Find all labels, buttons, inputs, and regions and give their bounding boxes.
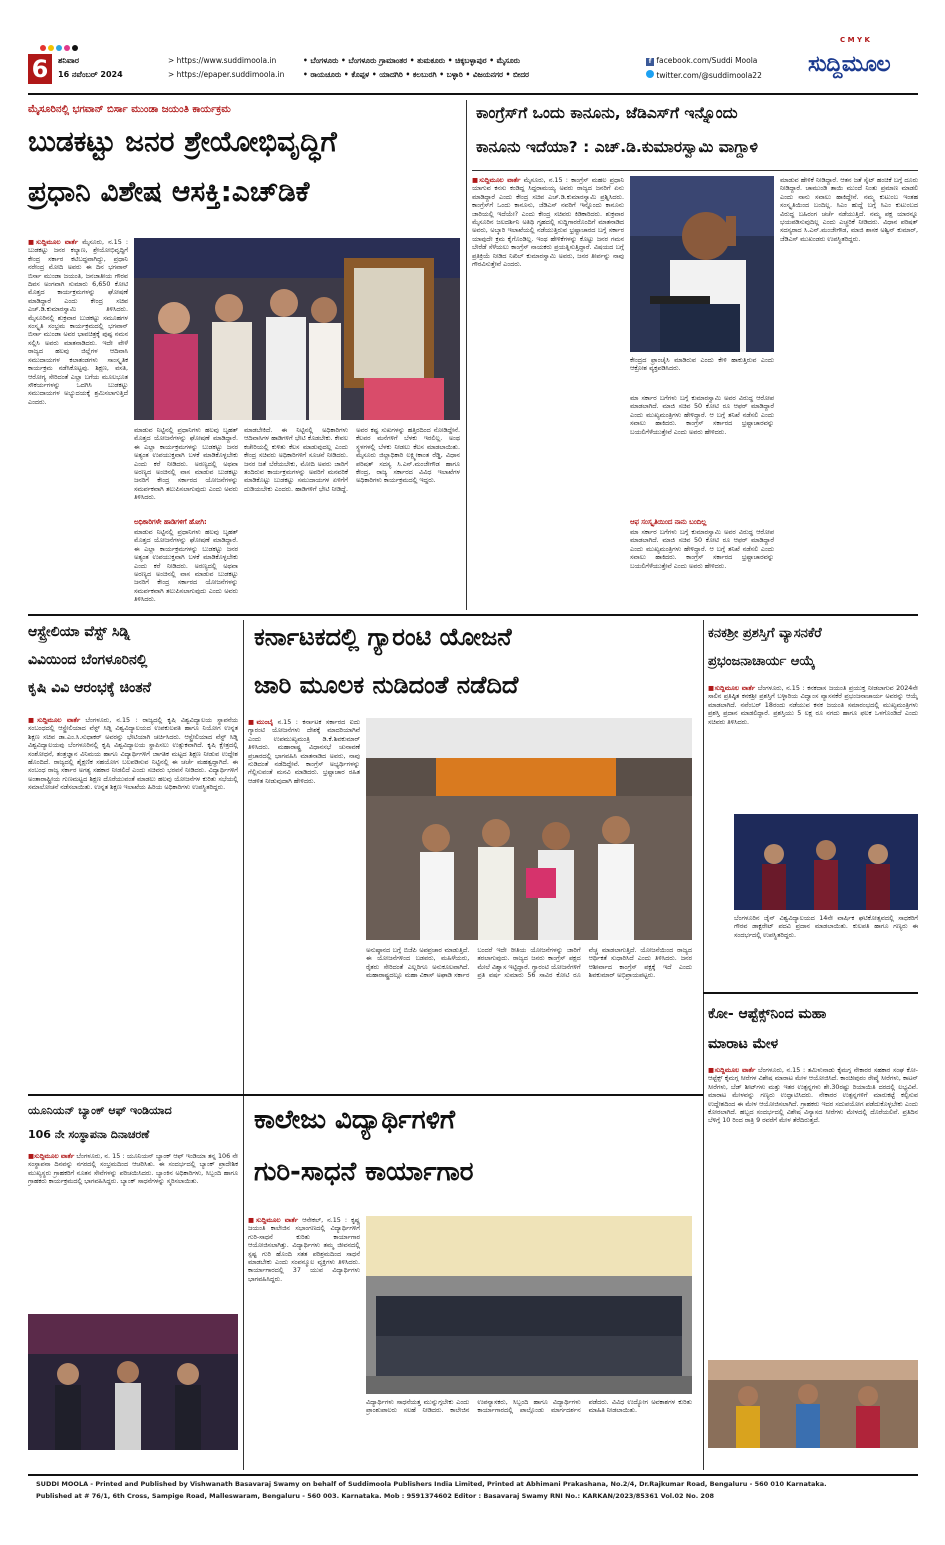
story-headline: ಪ್ರಭಂಜನಾಚಾರ್ಯ ಆಯ್ಕೆ [708, 654, 816, 669]
photo-image [708, 1360, 918, 1448]
photo-sale-inauguration [708, 1360, 918, 1448]
photo-caption: ಬೆಂಗಳೂರಿನ ಜೈನ್ ವಿಶ್ವವಿದ್ಯಾಲಯದ 14ನೇ ವಾರ್ಷಿಕ ಘಟಿಕೋತ್ಸವದಲ್ಲಿ ಸಾಧಕರಿಗೆ ಗೌರವ ಡಾಕ್ಟರೇಟ್ ಪದವಿ ಪ್ರದಾನ ಮಾಡಲಾಯಿತು. ಕುಲಪತಿ ಹಾಗೂ ಗಣ್ಯರು ಈ ಸಂದರ್ಭದಲ್ಲಿ ಉಪಸ್ಥಿತರಿದ್ದರು. [734, 914, 918, 939]
facebook-icon: f [646, 58, 654, 66]
photo-image [366, 1216, 692, 1394]
story-body: ಮಾ ಸರ್ಕಾರ ಬಗೆಗಳು ಬಗ್ಗೆ ಕುಮಾರಸ್ವಾಮಿ ಅವರ ವಿರುದ್ಧ ಆರೋಪ ಮಾಡಲಾಗಿದೆ. ಮಾಜಿ ಸಚಿವ 50 ಕೋಟಿ ರೂ ಆಫರ್ ಮಾಡಿದ್ದಾರೆ ಎಂದು ಮುಖ್ಯಮಂತ್ರಿಗಳು ಹೇಳಿದ್ದಾರೆ. ಆ ಬಗ್ಗೆ ತನಿಖೆ ನಡೆಸಲಿ ಎಂದು ಸವಾಲು ಹಾಕಿದರು. ಕಾಂಗ್ರೆಸ್ ಸರ್ಕಾರದ ಭ್ರಷ್ಟಾಚಾರವನ್ನು ಬಯಲಿಗೆಳೆಯುತ್ತೇವೆ ಎಂದು ಅವರು ಹೇಳಿದರು. [630, 528, 774, 570]
story-guarantee [248, 620, 698, 1090]
story-body: ಮಾಡುವ ನಿಟ್ಟಿನಲ್ಲಿ ಪ್ರಧಾನಿಗಳು ಹಲವು ಬೃಹತ್ ಮೊತ್ತದ ಯೋಜನೆಗಳನ್ನು ಘೋಷಣೆ ಮಾಡಿದ್ದಾರೆ. ಈ ಎಲ್ಲಾ ಕಾರ್ಯಕ್ರಮಗಳನ್ನು ಬುಡಕಟ್ಟು ಜನರ ಅತ್ಯಂತ ಉಪಯುಕ್ತವಾಗಿ ಬಳಕೆ ಮಾಡಿಕೊಳ್ಳಬೇಕು ಎಂದು ಕರೆ ನೀಡಿದರು. ಅರಣ್ಯದಲ್ಲಿ ಅಥವಾ ಅರಣ್ಯದ ಅಂಚಿನಲ್ಲಿ ವಾಸ ಮಾಡುವ ಬುಡಕಟ್ಟು ಜನರಿಗೆ ಕೇಂದ್ರ ಸರ್ಕಾರದ ಯೋಜನೆಗಳನ್ನು ಸಮರ್ಪಕವಾಗಿ ತಲುಪಿಸಲಾಗುವುದು ಎಂದು ಅವರು ತಿಳಿಸಿದರು. [134, 528, 238, 604]
cities-row-1: • ಬೆಂಗಳೂರು • ಬೆಂಗಳೂರು ಗ್ರಾಮಾಂತರ • ತುಮಕೂರು • ಚಿಕ್ಕಬಳ್ಳಾಪುರ • ಮೈಸೂರು [303, 56, 520, 65]
twitter-label: twitter.com/@suddimoola22 [656, 71, 762, 80]
story-headline: ಗುರಿ-ಸಾಧನೆ ಕಾರ್ಯಾಗಾರ [254, 1157, 474, 1187]
story-body: ಮಾಡಬೇಕಿದೆ. ಈ ನಿಟ್ಟಿನಲ್ಲಿ ಅಧಿಕಾರಿಗಳು ಆದಿವಾಸಿಗಳ ಹಾಡಿಗಳಿಗೆ ಭೇಟಿ ಕೊಡಬೇಕು. ಕೇವಲ ಕಚೇರಿಯಲ್ಲಿ ಕುಳಿತು ಕೆಲಸ ಮಾಡುವುದಲ್ಲ ಎಂದು ಕೇಂದ್ರ ಸಚಿವರು ಅಧಿಕಾರಿಗಳಿಗೆ ಸೂಚನೆ ನೀಡಿದರು. ಜನರ ಜತೆ ಬೆರೆಯಬೇಕು, ಮೋದಿ ಅವರು ಜಾರಿಗೆ ತಂದಿರುವ ಕಾರ್ಯಕ್ರಮಗಳನ್ನು ಅವರಿಗೆ ಮನವರಿಕೆ ಮಾಡಿಕೊಟ್ಟು ಬುಡಕಟ್ಟು ಸಮುದಾಯಗಳ ಏಳಿಗೆಗೆ ದುಡಿಯಬೇಕು ಎಂದರು. ಹಾಡಿಗಳಿಗೆ ಭೇಟಿ ನೀಡಿದ್ದೆ. ಅವರ ಕಷ್ಟ ಸುಖಗಳನ್ನು ಹತ್ತಿರದಿಂದ ನೋಡಿದ್ದೇನೆ. ಕೆಲವರ ಮನೆಗಳಿಗೆ ಬೆಳಕು ಇರಲಿಲ್ಲ. ಅಂಥ ಸ್ಥಳಗಳಲ್ಲಿ ಬೆಳಕು ನೀಡಲು ಕೆಲಸ ಮಾಡಲಾಯಿತು. ಮೈಸೂರು ಜಿಲ್ಲಾಧಿಕಾರಿ ಲಕ್ಷ್ಮೀಕಾಂತ ರೆಡ್ಡಿ, ವಿಧಾನ ಪರಿಷತ್ ಸದಸ್ಯ ಸಿ.ಎನ್.ಮಂಜೇಗೌಡ ಹಾಗೂ ಕೇಂದ್ರ, ರಾಜ್ಯ ಸರ್ಕಾರದ ವಿವಿಧ ಇಲಾಖೆಗಳ ಅಧಿಕಾರಿಗಳು ಕಾರ್ಯಕ್ರಮದಲ್ಲಿ ಇದ್ದರು. [244, 426, 460, 493]
story-hdk-law [472, 100, 918, 610]
story-body: ಮಾಡುವ ನಿಟ್ಟಿನಲ್ಲಿ ಪ್ರಧಾನಿಗಳು ಹಲವು ಬೃಹತ್ ಮೊತ್ತದ ಯೋಜನೆಗಳನ್ನು ಘೋಷಣೆ ಮಾಡಿದ್ದಾರೆ. ಈ ಎಲ್ಲಾ ಕಾರ್ಯಕ್ರಮಗಳನ್ನು ಬುಡಕಟ್ಟು ಜನರ ಅತ್ಯಂತ ಉಪಯುಕ್ತವಾಗಿ ಬಳಕೆ ಮಾಡಿಕೊಳ್ಳಬೇಕು ಎಂದು ಕರೆ ನೀಡಿದರು. ಅರಣ್ಯದಲ್ಲಿ ಅಥವಾ ಅರಣ್ಯದ ಅಂಚಿನಲ್ಲಿ ವಾಸ ಮಾಡುವ ಬುಡಕಟ್ಟು ಜನರಿಗೆ ಕೇಂದ್ರ ಸರ್ಕಾರದ ಯೋಜನೆಗಳನ್ನು ಸಮರ್ಪಕವಾಗಿ ತಲುಪಿಸಲಾಗುವುದು ಎಂದು ಅವರು ತಿಳಿಸಿದರು. [134, 426, 238, 502]
body-text: ಮೈಸೂರು, ನ.15 : ಕಾಂಗ್ರೆಸ್ ಮಹಲ ಪ್ರಧಾನಿ ಯಾಗುವ ಕನಸು ಕಂಡಿದ್ದ ಸಿದ್ದರಾಮಯ್ಯ ಅವರು ರಾಜ್ಯದ ಜನರಿಗೆ ಏನು ಮಾಡಿದ್ದಾರೆ ಎಂದು ಕೇಂದ್ರ ಸಚಿವ ಎಚ್.ಡಿ.ಕುಮಾರಸ್ವಾಮಿ ಪ್ರಶ್ನಿಸಿದರು. ಕಾಂಗ್ರೆಸ್‌ಗೆ ಒಂದು ಕಾನೂನು, ಜೆಡಿಎಸ್ ನವರಿಗೆ ಇನ್ನೊಂದು ಕಾನೂನು ಜಾರಿಯಲ್ಲಿ ಇದೆಯೇ? ಎಂದು ಕೇಂದ್ರ ಸಚಿವರು ಕಿಡಿಕಾರಿದರು. ಶುಕ್ರವಾರ ಮೈಸೂರಿನ ಜಲದರ್ಶಿನಿ ಅತಿಥಿ ಗೃಹದಲ್ಲಿ ಸುದ್ದಿಗಾರರೊಂದಿಗೆ ಮಾತನಾಡಿದ ಅವರು, ಅಬ್ಕಾರಿ ಇಲಾಖೆಯಲ್ಲಿ ನಡೆಯುತ್ತಿರುವ ಭ್ರಷ್ಟಾಚಾರದ ಬಗ್ಗೆ ಸರ್ಕಾರ ಯಾವುದೇ ಕ್ರಮ ಕೈಗೊಂಡಿಲ್ಲ. ಇಂಥ ಹೇಳಿಕೆಗಳನ್ನು ಕೊಟ್ಟು ಜನರ ಗಮನ ಬೇರೆಡೆ ಸೆಳೆಯಲು ಕಾಂಗ್ರೆಸ್ ನಾಯಕರು ಪ್ರಯತ್ನಿಸುತ್ತಿದ್ದಾರೆ. ವಿಷಯದ ಬಗ್ಗೆ ಪ್ರತಿಕ್ರಿಯೆ ನೀಡಿದ ನಿಖಿಲ್ ಕುಮಾರಸ್ವಾಮಿ ಅವರು, ಜನರ ತೀರ್ಪನ್ನು ನಾವು ಗೌರವಿಸುತ್ತೇವೆ ಎಂದರು. [472, 176, 624, 269]
story-body [708, 684, 918, 804]
story-headline: ಆಸ್ಟ್ರೇಲಿಯಾ ವೆಸ್ಟ್ ಸಿಡ್ನಿ [28, 624, 130, 640]
story-headline: ಮಾರಾಟ ಮೇಳ [708, 1036, 779, 1052]
photo-image [734, 814, 918, 910]
imprint-line-1: SUDDI MOOLA - Printed and Published by Vishwanath Basavaraj Swamy on behalf of Suddimoola Publishers India Limited, Printed at Abhimani Prakashana, No.2/4, Dr.Rajkumar Road, Bengaluru - 560 010 Karnataka. [36, 1480, 827, 1488]
imprint-line-2: Published at # 76/1, 6th Cross, Sampige Road, Malleswaram, Bengaluru - 560 003. Karnataka. Mob : 9591374602 Editor : Basavaraj Swamy RNI No.: KARKAN/2023/85361 Vol.02 No. 208 [36, 1492, 714, 1500]
story-headline: ಕೋ- ಆಪ್ಟೆಕ್ಸ್‌ನಿಂದ ಮಹಾ [708, 1006, 827, 1022]
twitter-link[interactable] [646, 70, 762, 80]
masthead [28, 52, 918, 92]
photo-image [134, 238, 460, 420]
byline: ■ಸುದ್ದಿಮೂಲ ವಾರ್ತೆ [28, 716, 81, 724]
story-headline: ಬುಡಕಟ್ಟು ಜನರ ಶ್ರೇಯೋಭಿವೃದ್ಧಿಗೆ [28, 125, 337, 158]
story-headline: ಕೃಷಿ ವಿವಿ ಆರಂಭಕ್ಕೆ ಚಿಂತನೆ [28, 680, 152, 696]
story-western-sydney [28, 620, 238, 1090]
body-text: ಬೆಂಗಳೂರು, ನ.15 : ತಮಿಳುನಾಡು ಕೈಮಗ್ಗ ನೇಕಾರರ ಸಹಕಾರ ಸಂಘ ಕೋ-ಆಪ್ಟೆಕ್ಸ್ ಕೈಮಗ್ಗ ಸೀರೆಗಳ ವಿಶೇಷ ಮಾರಾಟ ಮೇಳ ಆಯೋಜಿಸಿದೆ. ಕಾಂಚೀಪುರಂ ರೇಷ್ಮೆ ಸೀರೆಗಳು, ಕಾಟನ್ ಸೀರೆಗಳು, ಬೆಡ್ ಶೀಟ್‌ಗಳು ಮತ್ತು ಇತರ ಉತ್ಪನ್ನಗಳು ಶೇ.30ರಷ್ಟು ರಿಯಾಯಿತಿ ದರದಲ್ಲಿ ಲಭ್ಯವಿವೆ. ಮಾರಾಟ ಮೇಳವನ್ನು ಗಣ್ಯರು ಉದ್ಘಾಟಿಸಿದರು. ನೇಕಾರರ ಉತ್ಪನ್ನಗಳಿಗೆ ಮಾರುಕಟ್ಟೆ ಕಲ್ಪಿಸುವ ಉದ್ದೇಶದಿಂದ ಈ ಮೇಳ ಆಯೋಜಿಸಲಾಗಿದೆ. ಗ್ರಾಹಕರು ಇದರ ಸದುಪಯೋಗ ಪಡೆದುಕೊಳ್ಳಬೇಕು ಎಂದು ಕೋರಲಾಗಿದೆ. ಹಬ್ಬದ ಸಂದರ್ಭದಲ್ಲಿ ವಿಶೇಷ ವಿನ್ಯಾಸದ ಸೀರೆಗಳು ಮೇಳದಲ್ಲಿ ದೊರೆಯಲಿವೆ. ಪ್ರತಿದಿನ ಬೆಳಿಗ್ಗೆ 10 ರಿಂದ ರಾತ್ರಿ 9 ರವರೆಗೆ ಮೇಳ ತೆರೆದಿರುತ್ತದೆ. [708, 1066, 918, 1125]
photo-kumaraswamy [630, 176, 774, 352]
photo-students-group [366, 1216, 692, 1394]
body-text: ಬೆಂಗಳೂರು, ನ.15 : ಕನಕದಾಸ ಜಯಂತಿ ಪ್ರಯುಕ್ತ ನೀಡಲಾಗುವ 2024ನೇ ಸಾಲಿನ ಪ್ರತಿಷ್ಠಿತ ಕನಕಶ್ರೀ ಪ್ರಶಸ್ತಿಗೆ ಬಳ್ಳಾರಿಯ ವಿದ್ವಾಂಸ ವ್ಯಾಸನಕೆರೆ ಪ್ರಭಂಜನಾಚಾರ್ಯ ಅವರನ್ನು ಆಯ್ಕೆ ಮಾಡಲಾಗಿದೆ. ನವೆಂಬರ್ 18ರಂದು ನಡೆಯುವ ಕನಕ ಜಯಂತಿ ಸಮಾರಂಭದಲ್ಲಿ ಮುಖ್ಯಮಂತ್ರಿಗಳು ಪ್ರಶಸ್ತಿ ಪ್ರದಾನ ಮಾಡಲಿದ್ದಾರೆ. ಪ್ರಶಸ್ತಿಯು 5 ಲಕ್ಷ ರೂ ನಗದು ಹಾಗೂ ಫಲಕ ಒಳಗೊಂಡಿದೆ ಎಂದು ಸಚಿವರು ತಿಳಿಸಿದರು. [708, 684, 918, 726]
byline: ■ಸುದ್ದಿಮೂಲ ವಾರ್ತೆ [248, 1216, 299, 1224]
byline: ■ಸುದ್ದಿಮೂಲ ವಾರ್ತೆ [708, 1066, 756, 1074]
photo-image [28, 1314, 238, 1450]
story-body [472, 176, 624, 606]
story-body [248, 718, 360, 940]
story-body [28, 716, 238, 1086]
story-body [28, 1152, 238, 1310]
issue-date: 16 ನವೆಂಬರ್ 2024 [58, 70, 123, 79]
body-text: ಬೆಂಗಳೂರು, ನ. 15 : ಯೂನಿಯನ್ ಬ್ಯಾಂಕ್ ಆಫ್ ಇಂಡಿಯಾ ತನ್ನ 106 ನೇ ಸಂಸ್ಥಾಪನಾ ದಿನವನ್ನು ನಗರದಲ್ಲಿ ಸಂಭ್ರಮದಿಂದ ಆಚರಿಸಿತು. ಈ ಸಂದರ್ಭದಲ್ಲಿ ಬ್ಯಾಂಕ್ ಪ್ರಾದೇಶಿಕ ಮುಖ್ಯಸ್ಥರು ಗ್ರಾಹಕರಿಗೆ ನೂತನ ಸೇವೆಗಳನ್ನು ಪರಿಚಯಿಸಿದರು. ಬ್ಯಾಂಕಿನ ಅಧಿಕಾರಿಗಳು, ಸಿಬ್ಬಂದಿ ಹಾಗೂ ಗ್ರಾಹಕರು ಕಾರ್ಯಕ್ರಮದಲ್ಲಿ ಭಾಗವಹಿಸಿದ್ದರು. ಬ್ಯಾಂಕ್ ಸಾಧನೆಗಳನ್ನು ಸ್ಮರಿಸಲಾಯಿತು. [28, 1152, 238, 1186]
cmyk-mark: C M Y K [840, 36, 870, 44]
byline: ■ಸುದ್ದಿಮೂಲ ವಾರ್ತೆ [28, 1152, 75, 1160]
photo-convocation [734, 814, 918, 910]
story-headline: ಕರ್ನಾಟಕದಲ್ಲಿ ಗ್ಯಾರಂಟಿ ಯೋಜನೆ [254, 623, 512, 651]
photo-campaign-rally [366, 718, 692, 940]
story-body: ಅನುಷ್ಠಾನದ ಬಗ್ಗೆ ಬಿಜೆಪಿ ಅಪಪ್ರಚಾರ ಮಾಡುತ್ತಿದೆ. ಈ ಯೋಜನೆಗಳಿಂದ ಬಡವರು, ಮಹಿಳೆಯರು, ರೈತರು ಸೇರಿದಂತೆ ಎಲ್ಲರಿಗೂ ಅನುಕೂಲವಾಗಿದೆ. ಮಹಾರಾಷ್ಟ್ರದಲ್ಲೂ ಮಹಾ ವಿಕಾಸ್ ಅಘಾಡಿ ಸರ್ಕಾರ ಬಂದರೆ ಇದೇ ರೀತಿಯ ಯೋಜನೆಗಳನ್ನು ಜಾರಿಗೆ ತರಲಾಗುವುದು. ರಾಜ್ಯದ ಜನರು ಕಾಂಗ್ರೆಸ್ ಪಕ್ಷದ ಮೇಲೆ ವಿಶ್ವಾಸ ಇಟ್ಟಿದ್ದಾರೆ. ಗ್ಯಾರಂಟಿ ಯೋಜನೆಗಳಿಗೆ ಪ್ರತಿ ವರ್ಷ ಸುಮಾರು 56 ಸಾವಿರ ಕೋಟಿ ರೂ ವೆಚ್ಚ ಮಾಡಲಾಗುತ್ತಿದೆ. ಯೋಜನೆಯಿಂದ ರಾಜ್ಯದ ಆರ್ಥಿಕತೆ ಸುಧಾರಿಸಿದೆ ಎಂದು ತಿಳಿಸಿದರು. ಜನರ ಆಶೀರ್ವಾದ ಕಾಂಗ್ರೆಸ್ ಪಕ್ಷಕ್ಕೆ ಇದೆ ಎಂದು ಶಿವಕುಮಾರ್ ಅಭಿಪ್ರಾಯಪಟ್ಟರು. [366, 946, 692, 980]
story-body [28, 238, 128, 606]
photo-image [630, 176, 774, 352]
body-text: ನ.15 : ಕರ್ನಾಟಕ ಸರ್ಕಾರದ ಐದು ಗ್ಯಾರಂಟಿ ಯೋಜನೆಗಳು ದೇಶಕ್ಕೆ ಮಾದರಿಯಾಗಿವೆ ಎಂದು ಉಪಮುಖ್ಯಮಂತ್ರಿ ಡಿ.ಕೆ.ಶಿವಕುಮಾರ್ ತಿಳಿಸಿದರು. ಮಹಾರಾಷ್ಟ್ರ ವಿಧಾನಸಭೆ ಚುನಾವಣೆ ಪ್ರಚಾರದಲ್ಲಿ ಭಾಗವಹಿಸಿ ಮಾತನಾಡಿದ ಅವರು, ನಾವು ನುಡಿದಂತೆ ನಡೆದಿದ್ದೇವೆ. ಕಾಂಗ್ರೆಸ್ ಅಭ್ಯರ್ಥಿಗಳನ್ನು ಗೆಲ್ಲಿಸುವಂತೆ ಮನವಿ ಮಾಡಿದರು. ಭ್ರಷ್ಟಾಚಾರ ರಹಿತ ಆಡಳಿತ ನೀಡುವುದಾಗಿ ಹೇಳಿದರು. [248, 718, 360, 785]
cities-row-2: • ರಾಯಚೂರು • ಕೊಪ್ಪಳ • ಯಾದಗಿರಿ • ಕಲಬುರಗಿ • ಬಳ್ಳಾರಿ • ವಿಜಯನಗರ • ಬೀದರ [303, 70, 530, 79]
twitter-icon [646, 70, 654, 78]
story-headline: ವಿವಿಯಿಂದ ಬೆಂಗಳೂರಿನಲ್ಲಿ [28, 652, 148, 668]
story-budakattu [28, 100, 460, 610]
byline: ■ಸುದ್ದಿಮೂಲ ವಾರ್ತೆ [708, 684, 756, 692]
body-text: ಬೆಂಗಳೂರು, ನ.15 : ರಾಜ್ಯದಲ್ಲಿ ಕೃಷಿ ವಿಶ್ವವಿದ್ಯಾಲಯ ಸ್ಥಾಪನೆಯ ಸಂಬಂಧದಲ್ಲಿ ಆಸ್ಟ್ರೇಲಿಯಾದ ವೆಸ್ಟ್ ಸಿಡ್ನಿ ವಿಶ್ವವಿದ್ಯಾಲಯದ ಉಪಕುಲಪತಿ ಹಾಗೂ ನಿಯೋಗ ಉನ್ನತ ಶಿಕ್ಷಣ ಸಚಿವ ಡಾ.ಎಂ.ಸಿ.ಸುಧಾಕರ್ ಅವರನ್ನು ಭೇಟಿಯಾಗಿ ಚರ್ಚಿಸಿದರು. ಆಸ್ಟ್ರೇಲಿಯಾದ ವೆಸ್ಟ್ ಸಿಡ್ನಿ ವಿಶ್ವವಿದ್ಯಾಲಯವು ಬೆಂಗಳೂರಿನಲ್ಲಿ ಕೃಷಿ ವಿಶ್ವವಿದ್ಯಾಲಯ ಸ್ಥಾಪಿಸಲು ಉತ್ಸುಕವಾಗಿದೆ. ಕೃಷಿ ಕ್ಷೇತ್ರದಲ್ಲಿ ಸಂಶೋಧನೆ, ತಂತ್ರಜ್ಞಾನ ವಿನಿಮಯ ಹಾಗೂ ವಿದ್ಯಾರ್ಥಿಗಳಿಗೆ ಜಾಗತಿಕ ಮಟ್ಟದ ಶಿಕ್ಷಣ ನೀಡುವ ಉದ್ದೇಶ ಹೊಂದಿದೆ. ರಾಜ್ಯದಲ್ಲಿ ಶೈಕ್ಷಣಿಕ ಸಹಯೋಗ ಬಲಪಡಿಸುವ ನಿಟ್ಟಿನಲ್ಲಿ ಈ ಚರ್ಚೆ ಮಹತ್ವದ್ದಾಗಿದೆ. ಈ ಸಂಬಂಧ ರಾಜ್ಯ ಸರ್ಕಾರ ಅಗತ್ಯ ಸಹಕಾರ ನೀಡಲಿದೆ ಎಂದು ಸಚಿವರು ಭರವಸೆ ನೀಡಿದರು. ವಿದ್ಯಾರ್ಥಿಗಳಿಗೆ ಅಂತಾರಾಷ್ಟ್ರೀಯ ಗುಣಮಟ್ಟದ ಶಿಕ್ಷಣ ದೊರೆಯುವಂತೆ ಮಾಡಲು ಹಲವು ಯೋಜನೆಗಳ ಕುರಿತು ಸಭೆಯಲ್ಲಿ ಸಮಾಲೋಚನೆ ನಡೆಸಲಾಯಿತು. ಉನ್ನತ ಶಿಕ್ಷಣ ಇಲಾಖೆಯ ಹಿರಿಯ ಅಧಿಕಾರಿಗಳು ಉಪಸ್ಥಿತರಿದ್ದರು. [28, 716, 238, 792]
byline: ■ಮುಂಬೈ [248, 718, 274, 726]
page-number: 6 [28, 54, 52, 84]
photo-caption: ಕೇಂದ್ರದ ಫ್ರಾಂಚೈಸಿ ಮಾಡಿರುವ ಎಂದು ಕೇಳಿ ಹಾಕುತ್ತಿರುವ ಎಂದು ಆಕ್ರೋಶ ವ್ಯಕ್ತಪಡಿಸಿದರು. [630, 356, 774, 373]
story-headline: ಜಾರಿ ಮೂಲಕ ನುಡಿದಂತೆ ನಡೆದಿದೆ [254, 671, 519, 699]
story-headline: ಕಾಂಗ್ರೆಸ್‌ಗೆ ಒಂದು ಕಾನೂನು, ಜೆಡಿಎಸ್‌ಗೆ ಇನ್ನೊಂದು [476, 104, 738, 122]
story-college-workshop [248, 1100, 698, 1470]
story-headline: ಪ್ರಧಾನಿ ವಿಶೇಷ ಆಸಕ್ತಿ:ಎಚ್‌ಡಿಕೆ [28, 175, 310, 208]
story-body: ವಿದ್ಯಾರ್ಥಿಗಳು ಸಾಧನೆಯತ್ತ ಮುನ್ನುಗ್ಗಬೇಕು ಎಂದು ಪ್ರಾಂಶುಪಾಲರು ಸಲಹೆ ನೀಡಿದರು. ಕಾಲೇಜಿನ ಉಪನ್ಯಾಸಕರು, ಸಿಬ್ಬಂದಿ ಹಾಗೂ ವಿದ್ಯಾರ್ಥಿಗಳು ಕಾರ್ಯಾಗಾರದಲ್ಲಿ ಪಾಲ್ಗೊಂಡು ಮಾರ್ಗದರ್ಶನ ಪಡೆದರು. ವಿವಿಧ ಉದ್ಯೋಗ ಅವಕಾಶಗಳ ಕುರಿತು ಮಾಹಿತಿ ನೀಡಲಾಯಿತು. [366, 1398, 692, 1415]
body-text: ಮೈಸೂರು, ನ.15 : ಬುಡಕಟ್ಟು ಜನರ ಕಲ್ಯಾಣ, ಶ್ರೇಯೋಭಿವೃದ್ಧಿಗೆ ಕೇಂದ್ರ ಸರ್ಕಾರ ಕಟಿಬದ್ಧವಾಗಿದ್ದು, ಪ್ರಧಾನಿ ನರೇಂದ್ರ ಮೋದಿ ಅವರು ಈ ದಿನ ಭಗವಾನ್ ಬಿರ್ಸಾ ಮುಂಡಾ ಜಯಂತಿ, ಜನಜಾತೀಯ ಗೌರವ ದಿವಸ ಅಂಗವಾಗಿ ಸುಮಾರು 6,650 ಕೋಟಿ ಮೊತ್ತದ ಕಾರ್ಯಕ್ರಮಗಳನ್ನು ಘೋಷಣೆ ಮಾಡಿದ್ದಾರೆ ಎಂದು ಕೇಂದ್ರ ಸಚಿವ ಎಚ್.ಡಿ.ಕುಮಾರಸ್ವಾಮಿ ತಿಳಿಸಿದರು. ಮೈಸೂರಿನಲ್ಲಿ ಶುಕ್ರವಾರ ಬುಡಕಟ್ಟು ಸಮೂಹಗಳ ಸಂಸ್ಕೃತಿ ಸಂಭ್ರಮ ಕಾರ್ಯಕ್ರಮದಲ್ಲಿ ಭಗವಾನ್ ಬಿರ್ಸಾ ಮುಂಡಾ ಅವರ ಭಾವಚಿತ್ರಕ್ಕೆ ಪುಷ್ಪ ನಮನ ಸಲ್ಲಿಸಿ ಅವರು ಮಾತನಾಡಿದರು. ಇದೇ ವೇಳೆ ರಾಜ್ಯದ ಹಲವು ಜಿಲ್ಲೆಗಳ ಆದಿವಾಸಿ ಸಮುದಾಯಗಳ ಕಲಾತಂಡಗಳು ಸಾಂಸ್ಕೃತಿಕ ಕಾರ್ಯಕ್ರಮ ನಡೆಸಿಕೊಟ್ಟವು. ಶಿಕ್ಷಣ, ವಸತಿ, ಆರೋಗ್ಯ ಸೇರಿದಂತೆ ಎಲ್ಲಾ ಬಗೆಯ ಮೂಲಭೂತ ಸೌಕರ್ಯಗಳನ್ನು ಒದಗಿಸಿ ಬುಡಕಟ್ಟು ಸಮುದಾಯಗಳ ಅಭ್ಯುದಯಕ್ಕೆ ಶ್ರಮಿಸಲಾಗುತ್ತಿದೆ ಎಂದರು. [28, 238, 128, 406]
byline: ■ಸುದ್ದಿಮೂಲ ವಾರ್ತೆ [472, 176, 521, 184]
story-kanakashree [708, 620, 918, 990]
issue-day: ಶನಿವಾರ [58, 56, 80, 65]
story-headline: ಕಾಲೇಜು ವಿದ್ಯಾರ್ಥಿಗಳಿಗೆ [254, 1105, 455, 1135]
logo: ಸುದ್ದಿಮೂಲ [808, 52, 891, 77]
photo-bank-event [28, 1314, 238, 1450]
story-body [248, 1216, 360, 1466]
story-body [708, 1066, 918, 1356]
photo-tribute-event [134, 238, 460, 420]
story-headline: ಯೂನಿಯನ್ ಬ್ಯಾಂಕ್ ಆಫ್ ಇಂಡಿಯಾದ [28, 1104, 172, 1117]
facebook-link[interactable] [646, 56, 757, 66]
body-text: ಆನೇಕಲ್, ನ.15 : ಕೃಷ್ಣ ಜಯಂತಿ ಕಾಲೇಜಿನ ಸಭಾಂಗಣದಲ್ಲಿ ವಿದ್ಯಾರ್ಥಿಗಳಿಗೆ ಗುರಿ-ಸಾಧನೆ ಕುರಿತು ಕಾರ್ಯಾಗಾರ ಆಯೋಜಿಸಲಾಗಿತ್ತು. ವಿದ್ಯಾರ್ಥಿಗಳು ತಮ್ಮ ಜೀವನದಲ್ಲಿ ಸ್ಪಷ್ಟ ಗುರಿ ಹೊಂದಿ ಸತತ ಪರಿಶ್ರಮದಿಂದ ಸಾಧನೆ ಮಾಡಬೇಕು ಎಂದು ಸಂಪನ್ಮೂಲ ವ್ಯಕ್ತಿಗಳು ತಿಳಿಸಿದರು. ಕಾರ್ಯಾಗಾರದಲ್ಲಿ 37 ಯುವ ವಿದ್ಯಾರ್ಥಿಗಳು ಭಾಗವಹಿಸಿದ್ದರು. [248, 1216, 360, 1283]
story-body: ಮಾಡುವ ಹೇಳಿಕೆ ನೀಡಿದ್ದಾರೆ. ಆತನ ಜತೆ ಸೈಟ್ ಹಂಚಿಕೆ ಬಗ್ಗೆ ದೂರು ನೀಡಿದ್ದಾರೆ. ಚಾಮುಂಡಿ ತಾಯಿ ಮುಂದೆ ನಿಂತು ಪ್ರಮಾಣ ಮಾಡಲಿ ಎಂದು ನಾನು ಸವಾಲು ಹಾಕಿದ್ದೇನೆ. ನಮ್ಮ ಕುಟುಂಬ ಇಂತಹ ಸಂಸ್ಕೃತಿಯಿಂದ ಬಂದಿಲ್ಲ. ಸಿಎಂ ಹುದ್ದೆ ಬಗ್ಗೆ ಸಿಎಂ ಕುಟುಂಬದ ವಿರುದ್ಧ ಬಹಿರಂಗ ಚರ್ಚೆ ನಡೆಯುತ್ತಿದೆ. ನಮ್ಮ ಪಕ್ಷ ಯಾರನ್ನೂ ಭಯಪಡಿಸುವುದಿಲ್ಲ ಎಂದು ಎಚ್ಚರಿಕೆ ನೀಡಿದರು. ವಿಧಾನ ಪರಿಷತ್ ಸದಸ್ಯರಾದ ಸಿ.ಎನ್.ಮಂಜೇಗೌಡ, ಮಾಜಿ ಶಾಸಕ ಅಶ್ವಿನ್ ಕುಮಾರ್, ಜೆಡಿಎಸ್ ಮುಖಂಡರು ಉಪಸ್ಥಿತರಿದ್ದರು. [780, 176, 918, 243]
story-kicker: ಮೈಸೂರಿನಲ್ಲಿ ಭಗವಾನ್ ಬಿರ್ಸಾ ಮುಂಡಾ ಜಯಂತಿ ಕಾರ್ಯಕ್ರಮ [28, 104, 231, 115]
story-subhead: ಆಫ ಸಂಸ್ಕೃತಿಯಿಂದ ನಾನು ಬಂದಿಲ್ಲ [630, 518, 707, 526]
story-cooptex [708, 998, 918, 1470]
epaper-link[interactable]: > https://epaper.suddimoola.in [168, 70, 285, 79]
story-union-bank [28, 1100, 238, 1470]
story-headline: ಕನಕಶ್ರೀ ಪ್ರಶಸ್ತಿಗೆ ವ್ಯಾಸನಕೆರೆ [708, 626, 822, 641]
website-link[interactable]: > https://www.suddimoola.in [168, 56, 277, 65]
story-headline: ಕಾನೂನು ಇದೆಯಾ? : ಎಚ್.ಡಿ.ಕುಮಾರಸ್ವಾಮಿ ವಾಗ್ದಾಳಿ [476, 138, 758, 156]
byline: ■ಸುದ್ದಿಮೂಲ ವಾರ್ತೆ [28, 238, 79, 246]
photo-image [366, 718, 692, 940]
story-body: ಮಾ ಸರ್ಕಾರ ಬಗೆಗಳು ಬಗ್ಗೆ ಕುಮಾರಸ್ವಾಮಿ ಅವರ ವಿರುದ್ಧ ಆರೋಪ ಮಾಡಲಾಗಿದೆ. ಮಾಜಿ ಸಚಿವ 50 ಕೋಟಿ ರೂ ಆಫರ್ ಮಾಡಿದ್ದಾರೆ ಎಂದು ಮುಖ್ಯಮಂತ್ರಿಗಳು ಹೇಳಿದ್ದಾರೆ. ಆ ಬಗ್ಗೆ ತನಿಖೆ ನಡೆಸಲಿ ಎಂದು ಸವಾಲು ಹಾಕಿದರು. ಕಾಂಗ್ರೆಸ್ ಸರ್ಕಾರದ ಭ್ರಷ್ಟಾಚಾರವನ್ನು ಬಯಲಿಗೆಳೆಯುತ್ತೇವೆ ಎಂದು ಅವರು ಹೇಳಿದರು. [630, 394, 774, 436]
story-headline: 106 ನೇ ಸಂಸ್ಥಾಪನಾ ದಿನಾಚರಣೆ [28, 1128, 150, 1141]
story-subhead: ಅಧಿಕಾರಿಗಳೇ ಹಾಡಿಗಳಿಗೆ ಹೋಗಿ: [134, 518, 207, 526]
facebook-label: facebook.com/Suddi Moola [656, 56, 758, 65]
